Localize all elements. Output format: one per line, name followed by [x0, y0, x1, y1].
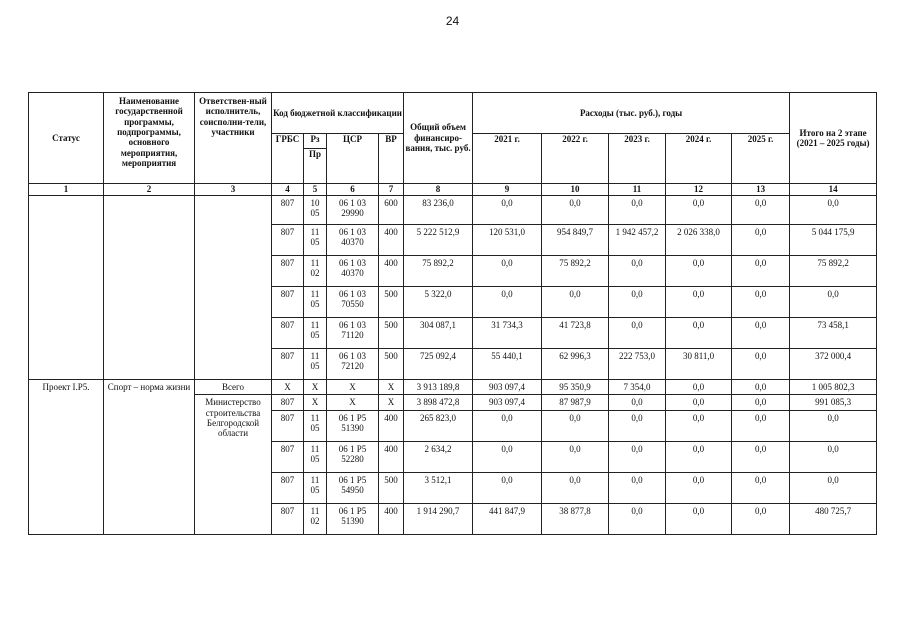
status-cell-empty — [29, 196, 104, 380]
ministry-name: Министерство строительства Белгородской области — [195, 395, 272, 534]
sum-cell: 991 085,3 — [790, 395, 877, 410]
col-number: 1 — [29, 184, 104, 196]
total-cell: 83 236,0 — [404, 196, 473, 225]
header-vr: ВР — [379, 134, 404, 184]
vr-cell: 600 — [379, 196, 404, 225]
y2024-cell: 0,0 — [666, 503, 732, 534]
col-number: 14 — [790, 184, 877, 196]
y2025-cell: 0,0 — [732, 410, 790, 441]
header-grbs: ГРБС — [272, 134, 304, 184]
y2025-cell: 0,0 — [732, 472, 790, 503]
col-number: 12 — [666, 184, 732, 196]
y2025-cell: 0,0 — [732, 287, 790, 318]
sum-cell: 1 005 802,3 — [790, 380, 877, 395]
rz-pr-cell: 11 05 — [304, 349, 327, 380]
y2023-cell: 7 354,0 — [609, 380, 666, 395]
col-number: 10 — [542, 184, 609, 196]
y2025-cell: 0,0 — [732, 503, 790, 534]
y2025-cell: 0,0 — [732, 256, 790, 287]
rz-pr-cell: 11 02 — [304, 503, 327, 534]
y2021-cell: 903 097,4 — [473, 380, 542, 395]
total-cell: 5 322,0 — [404, 287, 473, 318]
csr-cell: 06 1 03 29990 — [327, 196, 379, 225]
header-year-2025: 2025 г. — [732, 134, 790, 184]
sum-cell: 0,0 — [790, 287, 877, 318]
y2021-cell: 903 097,4 — [473, 395, 542, 410]
y2024-cell: 0,0 — [666, 395, 732, 410]
rz-pr-cell: Х — [304, 380, 327, 395]
y2021-cell: 55 440,1 — [473, 349, 542, 380]
vr-cell: 400 — [379, 503, 404, 534]
y2023-cell: 222 753,0 — [609, 349, 666, 380]
y2022-cell: 41 723,8 — [542, 318, 609, 349]
csr-cell: 06 1 03 72120 — [327, 349, 379, 380]
rz-pr-cell: 10 05 — [304, 196, 327, 225]
csr-cell: 06 1 03 70550 — [327, 287, 379, 318]
sum-cell: 0,0 — [790, 472, 877, 503]
grbs-cell: 807 — [272, 472, 304, 503]
rz-pr-cell: Х — [304, 395, 327, 410]
y2022-cell: 95 350,9 — [542, 380, 609, 395]
y2025-cell: 0,0 — [732, 318, 790, 349]
y2024-cell: 0,0 — [666, 196, 732, 225]
y2023-cell: 1 942 457,2 — [609, 225, 666, 256]
table-row — [29, 196, 877, 225]
total-cell: 75 892,2 — [404, 256, 473, 287]
project-status: Проект I.P5. — [29, 380, 104, 535]
y2024-cell: 2 026 338,0 — [666, 225, 732, 256]
responsible-cell-empty — [195, 196, 272, 380]
vr-cell: 400 — [379, 410, 404, 441]
y2025-cell: 0,0 — [732, 349, 790, 380]
grbs-cell: 807 — [272, 318, 304, 349]
total-cell: 5 222 512,9 — [404, 225, 473, 256]
y2023-cell: 0,0 — [609, 395, 666, 410]
vr-cell: 500 — [379, 287, 404, 318]
name-cell-empty — [104, 196, 195, 380]
vr-cell: Х — [379, 395, 404, 410]
y2023-cell: 0,0 — [609, 441, 666, 472]
y2025-cell: 0,0 — [732, 225, 790, 256]
col-number: 5 — [304, 184, 327, 196]
total-cell: 3 898 472,8 — [404, 395, 473, 410]
grbs-cell: 807 — [272, 256, 304, 287]
header-csr: ЦСР — [327, 134, 379, 184]
vr-cell: Х — [379, 380, 404, 395]
y2021-cell: 0,0 — [473, 256, 542, 287]
header-year-2023: 2023 г. — [609, 134, 666, 184]
y2024-cell: 0,0 — [666, 256, 732, 287]
csr-cell: 06 1 03 40370 — [327, 225, 379, 256]
y2021-cell: 441 847,9 — [473, 503, 542, 534]
y2021-cell: 0,0 — [473, 287, 542, 318]
total-cell: 3 913 189,8 — [404, 380, 473, 395]
y2022-cell: 62 996,3 — [542, 349, 609, 380]
y2024-cell: 0,0 — [666, 318, 732, 349]
y2024-cell: 0,0 — [666, 441, 732, 472]
sum-cell: 0,0 — [790, 196, 877, 225]
vr-cell: 400 — [379, 256, 404, 287]
vr-cell: 500 — [379, 472, 404, 503]
col-number: 6 — [327, 184, 379, 196]
header-rz: Рз — [304, 134, 327, 149]
grbs-cell: 807 — [272, 441, 304, 472]
total-cell: 2 634,2 — [404, 441, 473, 472]
total-cell: 725 092,4 — [404, 349, 473, 380]
sum-cell: 5 044 175,9 — [790, 225, 877, 256]
rz-pr-cell: 11 05 — [304, 472, 327, 503]
col-number: 3 — [195, 184, 272, 196]
total-cell: 304 087,1 — [404, 318, 473, 349]
header-stage-total: Итого на 2 этапе (2021 – 2025 годы) — [790, 93, 877, 184]
rz-pr-cell: 11 05 — [304, 287, 327, 318]
col-number: 13 — [732, 184, 790, 196]
header-year-2022: 2022 г. — [542, 134, 609, 184]
vr-cell: 500 — [379, 349, 404, 380]
y2023-cell: 0,0 — [609, 287, 666, 318]
y2022-cell: 0,0 — [542, 287, 609, 318]
y2021-cell: 0,0 — [473, 196, 542, 225]
y2022-cell: 38 877,8 — [542, 503, 609, 534]
csr-cell: Х — [327, 395, 379, 410]
y2025-cell: 0,0 — [732, 196, 790, 225]
header-year-2021: 2021 г. — [473, 134, 542, 184]
total-cell: 265 823,0 — [404, 410, 473, 441]
y2023-cell: 0,0 — [609, 503, 666, 534]
vr-cell: 500 — [379, 318, 404, 349]
y2024-cell: 0,0 — [666, 472, 732, 503]
col-number: 7 — [379, 184, 404, 196]
grbs-cell: 807 — [272, 196, 304, 225]
y2024-cell: 0,0 — [666, 287, 732, 318]
y2022-cell: 0,0 — [542, 472, 609, 503]
header-expenses: Расходы (тыс. руб.), годы — [473, 93, 790, 134]
y2022-cell: 0,0 — [542, 196, 609, 225]
col-number: 4 — [272, 184, 304, 196]
grbs-cell: 807 — [272, 287, 304, 318]
y2022-cell: 0,0 — [542, 441, 609, 472]
table-row-total — [29, 380, 877, 395]
csr-cell: 06 1 P5 51390 — [327, 503, 379, 534]
y2025-cell: 0,0 — [732, 380, 790, 395]
y2024-cell: 0,0 — [666, 410, 732, 441]
col-number: 8 — [404, 184, 473, 196]
y2023-cell: 0,0 — [609, 472, 666, 503]
col-number: 2 — [104, 184, 195, 196]
vr-cell: 400 — [379, 441, 404, 472]
y2023-cell: 0,0 — [609, 410, 666, 441]
grbs-cell: 807 — [272, 225, 304, 256]
sum-cell: 0,0 — [790, 410, 877, 441]
grbs-cell: 807 — [272, 503, 304, 534]
rz-pr-cell: 11 05 — [304, 225, 327, 256]
csr-cell: 06 1 P5 51390 — [327, 410, 379, 441]
y2021-cell: 0,0 — [473, 410, 542, 441]
grbs-cell: 807 — [272, 395, 304, 410]
y2025-cell: 0,0 — [732, 395, 790, 410]
col-number: 9 — [473, 184, 542, 196]
rz-pr-cell: 11 05 — [304, 441, 327, 472]
header-budget-code: Код бюджетной классификации — [272, 93, 404, 134]
rz-pr-cell: 11 05 — [304, 318, 327, 349]
csr-cell: 06 1 03 71120 — [327, 318, 379, 349]
y2022-cell: 0,0 — [542, 410, 609, 441]
total-cell: 3 512,1 — [404, 472, 473, 503]
y2022-cell: 87 987,9 — [542, 395, 609, 410]
page-number: 24 — [445, 14, 460, 28]
y2024-cell: 30 811,0 — [666, 349, 732, 380]
y2023-cell: 0,0 — [609, 318, 666, 349]
header-total: Общий объем финансиро-вания, тыс. руб. — [404, 93, 473, 184]
budget-table — [28, 92, 877, 535]
sum-cell: 480 725,7 — [790, 503, 877, 534]
y2021-cell: 120 531,0 — [473, 225, 542, 256]
y2023-cell: 0,0 — [609, 256, 666, 287]
header-year-2024: 2024 г. — [666, 134, 732, 184]
header-name: Наименование государственной программы, подпрограммы, основного мероприятия, мероприятия — [104, 93, 195, 184]
y2022-cell: 75 892,2 — [542, 256, 609, 287]
csr-cell: 06 1 P5 52280 — [327, 441, 379, 472]
sum-cell: 73 458,1 — [790, 318, 877, 349]
rz-pr-cell: 11 05 — [304, 410, 327, 441]
header-responsible: Ответствен-ный исполнитель, соисполни-тели, участники — [195, 93, 272, 184]
header-status: Статус — [29, 93, 104, 184]
total-cell: 1 914 290,7 — [404, 503, 473, 534]
vr-cell: 400 — [379, 225, 404, 256]
y2023-cell: 0,0 — [609, 196, 666, 225]
project-name: Спорт – норма жизни — [104, 380, 195, 535]
column-number-row — [29, 184, 877, 196]
csr-cell: 06 1 P5 54950 — [327, 472, 379, 503]
y2022-cell: 954 849,7 — [542, 225, 609, 256]
sum-cell: 75 892,2 — [790, 256, 877, 287]
csr-cell: 06 1 03 40370 — [327, 256, 379, 287]
grbs-cell: 807 — [272, 349, 304, 380]
total-label: Всего — [195, 380, 272, 395]
grbs-cell: Х — [272, 380, 304, 395]
sum-cell: 0,0 — [790, 441, 877, 472]
sum-cell: 372 000,4 — [790, 349, 877, 380]
y2021-cell: 31 734,3 — [473, 318, 542, 349]
y2024-cell: 0,0 — [666, 380, 732, 395]
y2021-cell: 0,0 — [473, 472, 542, 503]
header-pr: Пр — [304, 149, 327, 184]
col-number: 11 — [609, 184, 666, 196]
grbs-cell: 807 — [272, 410, 304, 441]
csr-cell: Х — [327, 380, 379, 395]
y2021-cell: 0,0 — [473, 441, 542, 472]
y2025-cell: 0,0 — [732, 441, 790, 472]
rz-pr-cell: 11 02 — [304, 256, 327, 287]
